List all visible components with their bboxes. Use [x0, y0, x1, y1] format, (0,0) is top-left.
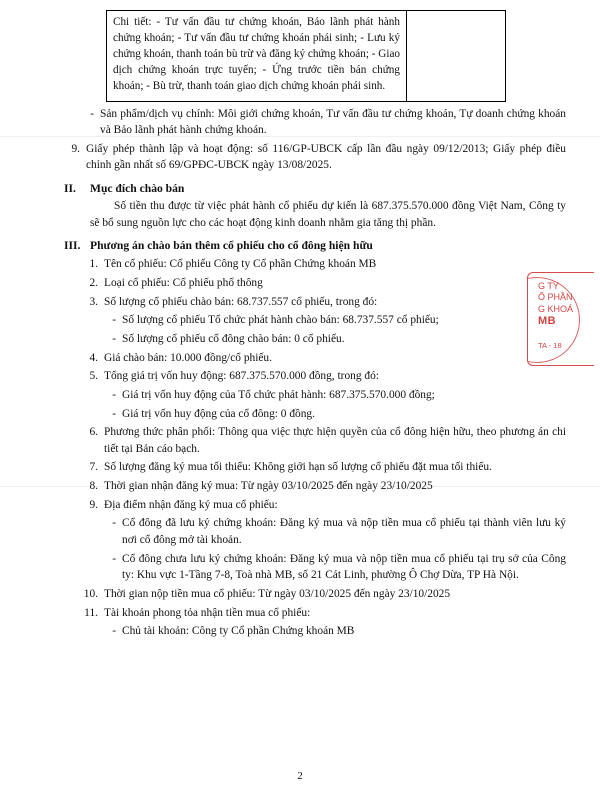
list-marker: 8. [89, 480, 98, 493]
list-marker: 9. [89, 498, 98, 511]
list-marker: - [90, 107, 94, 120]
list-marker: 4. [89, 351, 98, 364]
list-marker: - [112, 388, 116, 401]
list-marker: 11. [84, 606, 98, 619]
list-text: Số lượng cổ phiếu chào bán: 68.737.557 cổ phiếu, trong đó: [104, 295, 378, 308]
list-marker: - [112, 517, 116, 530]
list-text: Số lượng cổ phiếu cổ đông chào bán: 0 cổ phiếu. [122, 332, 345, 345]
list-item [34, 515, 566, 548]
list-item [34, 312, 566, 329]
list-text: Giá trị vốn huy động của Tổ chức phát hành: 687.375.570.000 đồng; [122, 388, 435, 401]
list-text: Giấy phép thành lập và hoạt động: số 116/GP-UBCK cấp lần đầu ngày 09/12/2013; Giấy phép điều chỉnh gần nhất số 69/GPĐC-UBCK ngày 13/08/2025. [86, 142, 566, 172]
list-text: Sản phẩm/dịch vụ chính: Môi giới chứng khoán, Tư vấn đầu tư chứng khoán, Tự doanh chứng khoán và Bảo lãnh phát hành chứng khoán. [100, 107, 566, 137]
list-item [34, 256, 566, 273]
list-item [34, 275, 566, 292]
section-heading-2 [64, 182, 566, 195]
seal-line-5: TA - 18 [538, 340, 562, 350]
section-2-paragraph: Số tiền thu được từ việc phát hành cổ phiếu dự kiến là 687.375.570.000 đồng Việt Nam, Công ty sẽ bổ sung nguồn lực cho các hoạt động kinh doanh nhằm gia tăng thị phần. [90, 200, 566, 229]
page-number: 2 [297, 770, 303, 782]
seal-line-1: G TY [538, 281, 559, 291]
list-text: Giá trị vốn huy động của cổ đông: 0 đồng. [122, 407, 315, 420]
section-3-items [34, 256, 566, 639]
list-marker: 6. [89, 426, 98, 439]
list-text: Số lượng cổ phiếu Tổ chức phát hành chào bán: 68.737.557 cổ phiếu; [122, 314, 439, 327]
list-marker: - [112, 407, 116, 420]
scan-band-1 [0, 136, 600, 137]
list-marker: 1. [89, 258, 98, 271]
list-text: Thời gian nhận đăng ký mua: Từ ngày 03/10/2025 đến ngày 23/10/2025 [104, 480, 433, 493]
table-row [107, 11, 506, 102]
scan-band-2 [0, 486, 600, 487]
seal-line-2: Ổ PHẦN [538, 292, 573, 303]
seal-line-3: G KHOÁ [538, 303, 574, 314]
seal-line-4: MB [538, 314, 557, 327]
list-text: Tài khoản phong tỏa nhận tiền mua cổ phiếu: [104, 606, 311, 619]
seal-text [538, 281, 594, 350]
list-marker: 7. [89, 461, 98, 474]
list-marker: - [112, 625, 116, 638]
list-item [34, 331, 566, 348]
list-text: Loại cổ phiếu: Cổ phiếu phổ thông [104, 277, 263, 290]
list-item [34, 350, 566, 367]
list-item [34, 106, 566, 139]
list-item [34, 294, 566, 311]
list-item [34, 586, 566, 603]
list-marker: 2. [89, 277, 98, 290]
list-item [34, 497, 566, 514]
list-item [34, 605, 566, 622]
list-marker: 9. [71, 142, 80, 155]
section-heading-3 [64, 239, 566, 252]
list-text: Thời gian nộp tiền mua cổ phiếu: Từ ngày 03/10/2025 đến ngày 23/10/2025 [104, 587, 451, 600]
list-text: Chủ tài khoản: Công ty Cổ phần Chứng khoán MB [122, 625, 355, 638]
list-item [34, 551, 566, 584]
detail-box-empty-cell [407, 11, 506, 102]
list-item [34, 406, 566, 423]
list-marker: - [112, 332, 116, 345]
detail-box-table [106, 10, 506, 102]
company-seal-stamp [527, 272, 594, 366]
list-marker: - [112, 314, 116, 327]
list-text: Số lượng đăng ký mua tối thiểu: Không giới hạn số lượng cổ phiếu đặt mua tối thiểu. [104, 461, 492, 474]
list-marker: 3. [89, 295, 98, 308]
section-title: Mục đích chào bán [90, 182, 185, 196]
list-text: Tổng giá trị vốn huy động: 687.375.570.000 đồng, trong đó: [104, 370, 379, 383]
section-title: Phương án chào bán thêm cổ phiếu cho cổ đông hiện hữu [90, 239, 373, 253]
list-item [34, 623, 566, 640]
list-marker: - [112, 552, 116, 565]
intro-items [34, 106, 566, 175]
list-text: Địa điểm nhận đăng ký mua cổ phiếu: [104, 498, 278, 511]
list-item [34, 387, 566, 404]
list-item [34, 141, 566, 174]
list-text: Tên cổ phiếu: Cổ phiếu Công ty Cổ phần Chứng khoán MB [104, 258, 377, 271]
list-marker: 5. [89, 370, 98, 383]
list-text: Cổ đông đã lưu ký chứng khoán: Đăng ký mua và nộp tiền mua cổ phiếu tại thành viên lưu ký nơi cổ đông mở tài khoản. [122, 517, 566, 546]
list-item [34, 459, 566, 476]
list-item [34, 424, 566, 457]
section-number: III. [64, 239, 81, 253]
list-marker: 10. [83, 587, 98, 600]
list-text: Giá chào bán: 10.000 đồng/cổ phiếu. [104, 351, 272, 364]
list-item [34, 368, 566, 385]
list-text: Phương thức phân phối: Thông qua việc thực hiện quyền của cổ đông hiện hữu, theo phương án chi tiết tại Bản cáo bạch. [104, 426, 566, 455]
section-number: II. [64, 182, 76, 196]
list-text: Cổ đông chưa lưu ký chứng khoán: Đăng ký mua và nộp tiền mua cổ phiếu tại trụ sở của Công ty: Khu vực 1-Tầng 7-8, Toà nhà MB, số 21 Cát Linh, phường Ô Chợ Dừa, TP Hà Nội. [122, 552, 566, 582]
detail-box-text: Chi tiết: - Tư vấn đầu tư chứng khoán, Bảo lãnh phát hành chứng khoán; - Tư vấn đầu tư chứng khoán phái sinh; - Lưu ký chứng khoán, thanh toán bù trừ và đăng ký chứng khoán; - Giao dịch chứng khoán trực tuyến; - Ứng trước tiền bán chứng khoán; - Bù trừ, thanh toán giao dịch chứng khoán phái sinh. [107, 11, 407, 102]
